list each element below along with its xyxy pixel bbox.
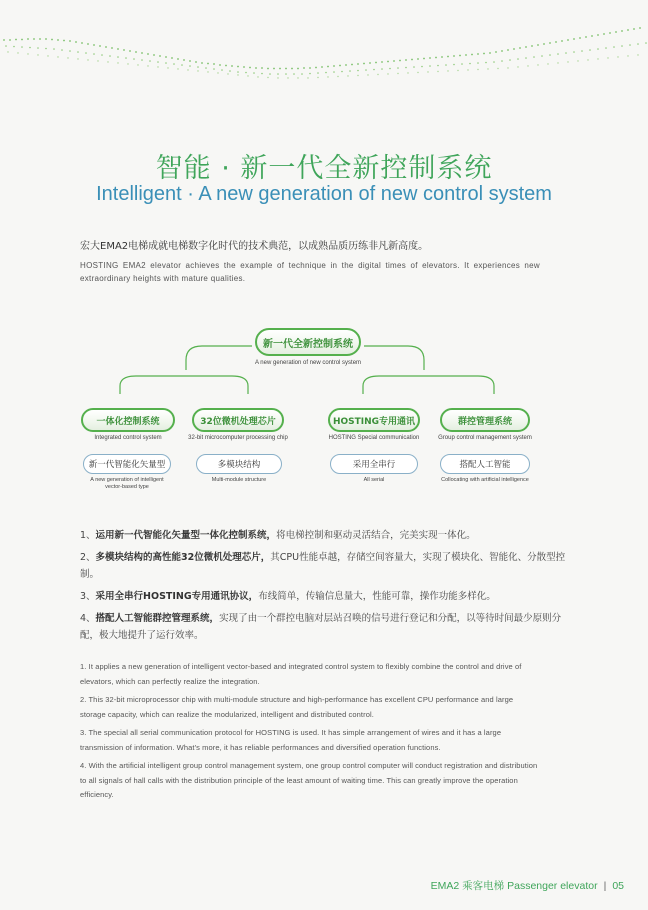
list-item: 1. It applies a new generation of intelligent vector-based and integrated control system to flexibly combine the control and drive of elevators, which can perfectly realize the integration. — [80, 662, 522, 686]
control-system-diagram — [0, 320, 648, 500]
page-title-cn: 智能 · 新一代全新控制系统 — [155, 153, 493, 184]
feature-box-ai — [440, 454, 530, 474]
footer-label: EMA2 乘客电梯 Passenger elevator — [430, 880, 598, 892]
node-sub: Integrated control system — [94, 435, 162, 441]
root-node — [255, 328, 361, 356]
feature-points-en — [80, 660, 540, 807]
list-item: 3. The special all serial communication protocol for HOSTING is used. It has simple arrangement of wires and it has a large transmission of information. What's more, it has reliable performances and diversified operation functions. — [80, 728, 502, 752]
page-footer — [431, 878, 624, 893]
list-item: 4. With the artificial intelligent group control management system, one group control computer will conduct registration and distribution to all signals of hall calls with the distribution principle of the least amount of waiting time. This can greatly improve the operation efficiency. — [80, 761, 538, 799]
list-item: 1、运用新一代智能化矢量型一体化控制系统，将电梯控制和驱动灵活结合，完美实现一体化。 — [80, 530, 476, 541]
node-group-control — [440, 408, 530, 432]
node-integrated-control — [81, 408, 175, 432]
node-label: 群控管理系统 — [457, 416, 512, 427]
node-sub: Group control management system — [438, 435, 532, 441]
feature-box-vector — [83, 454, 171, 474]
node-sub: HOSTING Special communication — [328, 435, 420, 441]
feature-box-multimodule — [196, 454, 282, 474]
page-number: 05 — [612, 880, 624, 892]
list-item: 3、采用全串行HOSTING专用通讯协议，布线简单，传输信息量大，性能可靠，操作功能多样化。 — [80, 591, 496, 602]
feature-box-caption: A new generation of intelligent vector-based type — [90, 477, 164, 490]
node-hosting-communication — [328, 408, 420, 432]
feature-box-label: 新一代智能化矢量型 — [88, 460, 166, 470]
footer-divider: | — [603, 880, 607, 892]
page-title-en: Intelligent · A new generation of new control system — [96, 183, 552, 205]
intro-text-en: HOSTING EMA2 elevator achieves the example of technique in the digital times of elevators. It experiences new extraordinary heights with mature qualities. — [80, 261, 540, 283]
feature-box-caption: Collocating with artificial intelligence — [441, 477, 529, 483]
feature-box-caption: All serial — [363, 477, 385, 483]
feature-box-label: 采用全串行 — [352, 460, 396, 470]
intro-text-cn: 宏大EMA2电梯成就电梯数字化时代的技术典范，以成熟品质历练非凡新高度。 — [80, 241, 429, 252]
list-item: 2、多模块结构的高性能32位微机处理芯片，其CPU性能卓越，存储空间容量大，实现了模块化、智能化、分散型控制。 — [80, 552, 566, 580]
feature-box-label: 搭配人工智能 — [459, 460, 511, 470]
feature-points-cn — [80, 527, 570, 649]
feature-box-label: 多模块结构 — [217, 460, 261, 470]
node-label: 一体化控制系统 — [96, 416, 160, 427]
node-sub: 32-bit microcomputer processing chip — [188, 435, 288, 441]
root-node-sub: A new generation of new control system — [254, 360, 362, 366]
list-item: 2. This 32-bit microprocessor chip with multi-module structure and high-performance has excellent CPU performance and large storage capacity, which can realize the modularized, intelligent and distributed control. — [80, 695, 514, 719]
node-32bit-chip — [192, 408, 284, 432]
feature-box-caption: Multi-module structure — [211, 477, 267, 483]
list-item: 4、搭配人工智能群控管理系统，实现了由一个群控电脑对层站召唤的信号进行登记和分配，以等待时间最少原则分配，极大地提升了运行效率。 — [80, 613, 562, 641]
decorative-dot-wave — [0, 0, 648, 100]
node-label: HOSTING专用通讯 — [332, 416, 416, 427]
feature-box-serial — [330, 454, 418, 474]
root-node-label: 新一代全新控制系统 — [263, 338, 353, 350]
node-label: 32位微机处理芯片 — [200, 416, 276, 427]
